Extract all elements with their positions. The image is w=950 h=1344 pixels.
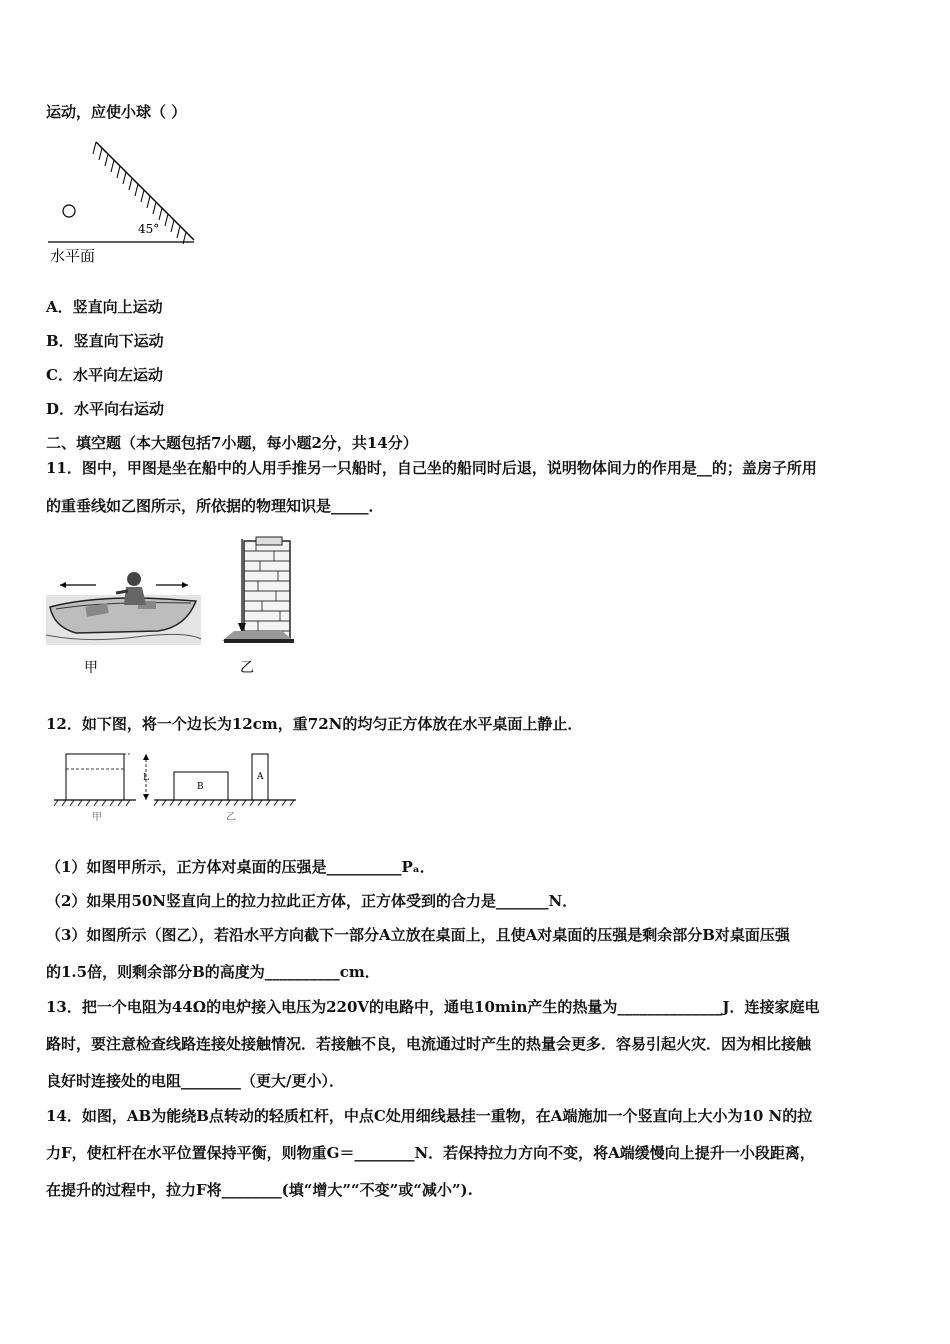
q12-sub2: （2）如果用50N竖直向上的拉力拉此正方体，正方体受到的合力是_______N． xyxy=(46,892,578,910)
ground-label: 水平面 xyxy=(50,247,96,265)
q12-sub3-line2: 的1.5倍，则剩余部分B的高度为__________cm． xyxy=(46,963,380,981)
cube-jia xyxy=(66,754,124,800)
section-heading: 二、填空题（本大题包括7小题，每小题2分，共14分） xyxy=(46,434,418,452)
q10-stem-tail: 运动，应使小球（ ） xyxy=(46,103,187,121)
block-a-label: A xyxy=(257,772,264,782)
option-b: B．竖直向下运动 xyxy=(46,332,164,350)
q13-line2: 路时，要注意检查线路连接处接触情况．若接触不良，电流通过时产生的热量会更多．容易引起火灾．因为相比接触 xyxy=(46,1035,812,1053)
angle-label: 45° xyxy=(138,222,160,236)
q10-mirror-figure xyxy=(46,138,206,268)
q11-line2: 的重垂线如乙图所示，所依据的物理知识是_____． xyxy=(46,497,384,515)
dim-label-l: L xyxy=(143,773,149,783)
q12-sub3-line1: （3）如图所示（图乙），若沿水平方向截下一部分A立放在桌面上，且使A对桌面的压强是剩余部分B对桌面压强 xyxy=(46,926,790,944)
wall-image xyxy=(222,537,294,643)
q14-line3: 在提升的过程中，拉力F将________(填“增大”“不变”或“减小”). xyxy=(46,1181,473,1199)
fig-label-jia: 甲 xyxy=(84,660,98,676)
fig-label-jia: 甲 xyxy=(92,812,102,823)
option-d: D．水平向右运动 xyxy=(46,400,165,418)
boat-image xyxy=(46,572,201,645)
option-c: C．水平向左运动 xyxy=(46,366,163,384)
q14-line1: 14．如图，AB为能绕B点转动的轻质杠杆，中点C处用细线悬挂一重物，在A端施加一个竖直向上大小为10 N的拉 xyxy=(46,1107,813,1125)
q11-figure xyxy=(46,535,306,680)
fig-label-yi: 乙 xyxy=(240,660,254,676)
block-b-label: B xyxy=(197,782,204,792)
q13-line1: 13．把一个电阻为44Ω的电炉接入电压为220V的电路中，通电10min产生的热量为______________J．连接家庭电 xyxy=(46,998,820,1016)
q12-sub1: （1）如图甲所示，正方体对桌面的压强是__________Pₐ． xyxy=(46,858,435,876)
q12-figure xyxy=(54,748,304,824)
fig-label-yi: 乙 xyxy=(226,812,236,823)
q13-line3: 良好时连接处的电阻________（更大/更小）． xyxy=(46,1072,344,1090)
q12-stem: 12．如下图，将一个边长为12cm，重72N的均匀正方体放在水平桌面上静止． xyxy=(46,715,583,733)
option-a: A．竖直向上运动 xyxy=(46,298,163,316)
ball xyxy=(63,205,75,217)
q11-line1: 11．图中，甲图是坐在船中的人用手推另一只船时，自己坐的船同时后退，说明物体间力的作用是__的；盖房子所用 xyxy=(46,459,817,477)
q14-line2: 力F，使杠杆在水平位置保持平衡，则物重G＝________N．若保持拉力方向不变，将A端缓慢向上提升一小段距离， xyxy=(46,1144,815,1162)
